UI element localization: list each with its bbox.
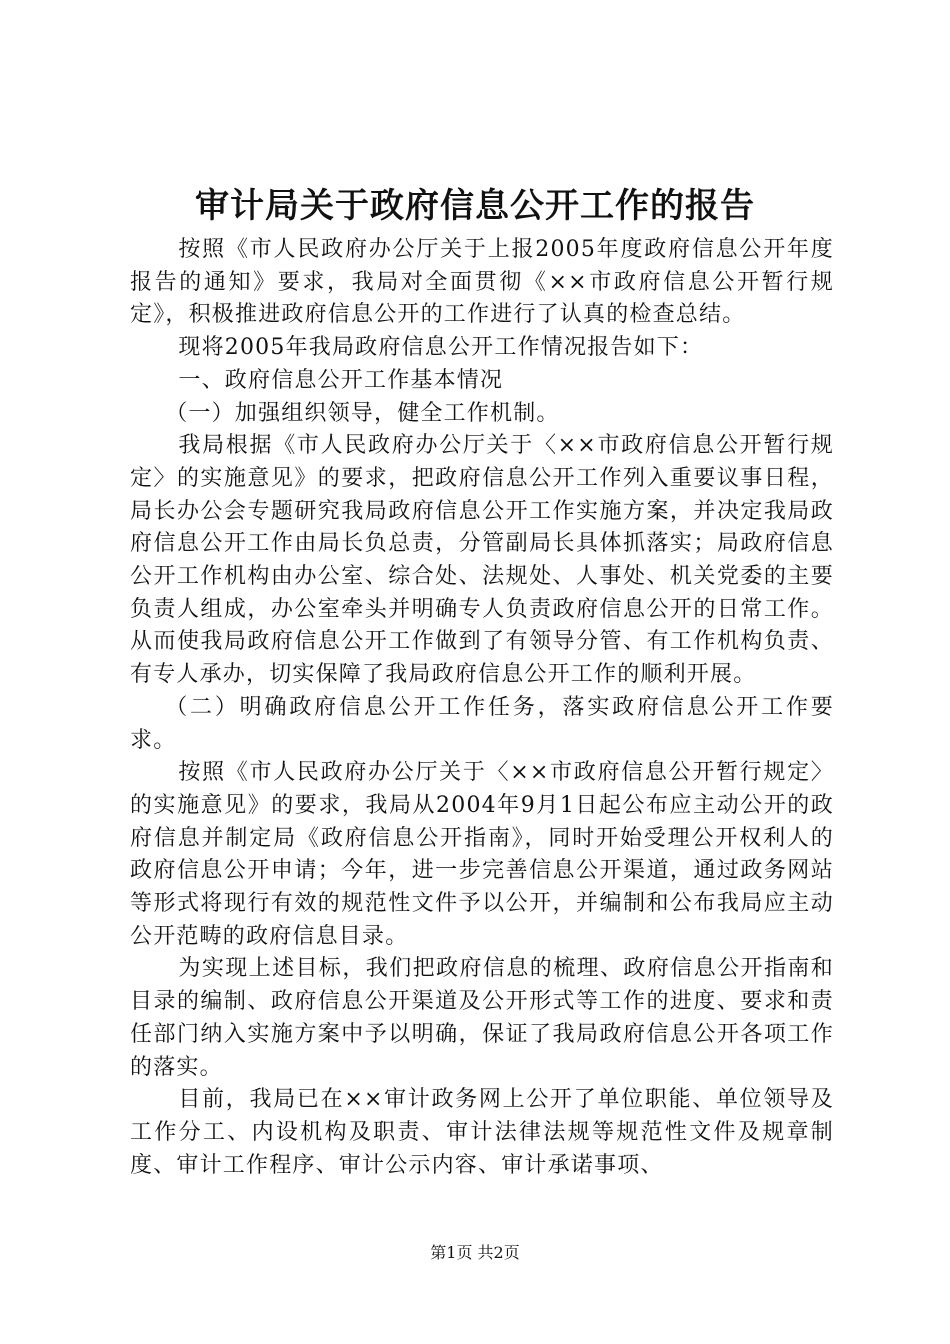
page-footer: 第1页 共2页 — [430, 1243, 520, 1262]
paragraph-organization: 我局根据《市人民政府办公厅关于〈××市政府信息公开暂行规定〉的实施意见》的要求，把政府信息公开工作列入重要议事日程，局长办公会专题研究我局政府信息公开工作实施方案，并决定我局政府信息公开工作由局长负总责，分管副局长具体抓落实；局政府信息公开工作机构由办公室、综合处、法规处、人事处、机关党委的主要负责人组成，办公室牵头并明确专人负责政府信息公开的日常工作。从而使我局政府信息公开工作做到了有领导分管、有工作机构负责、有专人承办，切实保障了我局政府信息公开工作的顺利开展。 — [130, 433, 834, 688]
subsection-heading-1: （一）加强组织领导，健全工作机制。 — [165, 400, 560, 426]
section-heading-1: 一、政府信息公开工作基本情况 — [178, 367, 504, 393]
paragraph-goals: 为实现上述目标，我们把政府信息的梳理、政府信息公开指南和目录的编制、政府信息公开渠道及公开形式等工作的进度、要求和责任部门纳入实施方案中予以明确，保证了我局政府信息公开各项工作的落实。 — [130, 956, 834, 1080]
paragraph-report-lead: 现将2005年我局政府信息公开工作情况报告如下： — [178, 335, 704, 361]
paragraph-intro: 按照《市人民政府办公厅关于上报2005年度政府信息公开年度报告的通知》要求，我局对全面贯彻《××市政府信息公开暂行规定》，积极推进政府信息公开的工作进行了认真的检查总结。 — [130, 237, 834, 328]
paragraph-current: 目前，我局已在××审计政务网上公开了单位职能、单位领导及工作分工、内设机构及职责、审计法律法规等规范性文件及规章制度、审计工作程序、审计公示内容、审计承诺事项、 — [130, 1087, 834, 1178]
document-title: 审计局关于政府信息公开工作的报告 — [195, 186, 755, 226]
subsection-heading-2: （二）明确政府信息公开工作任务，落实政府信息公开工作要求。 — [130, 694, 834, 753]
document-body — [130, 234, 834, 1182]
paragraph-tasks: 按照《市人民政府办公厅关于〈××市政府信息公开暂行规定〉的实施意见》的要求，我局从2004年9月1日起公布应主动公开的政府信息并制定局《政府信息公开指南》，同时开始受理公开权利人的政府信息公开申请；今年，进一步完善信息公开渠道，通过政务网站等形式将现行有效的规范性文件予以公开，并编制和公布我局应主动公开范畴的政府信息目录。 — [130, 760, 834, 949]
